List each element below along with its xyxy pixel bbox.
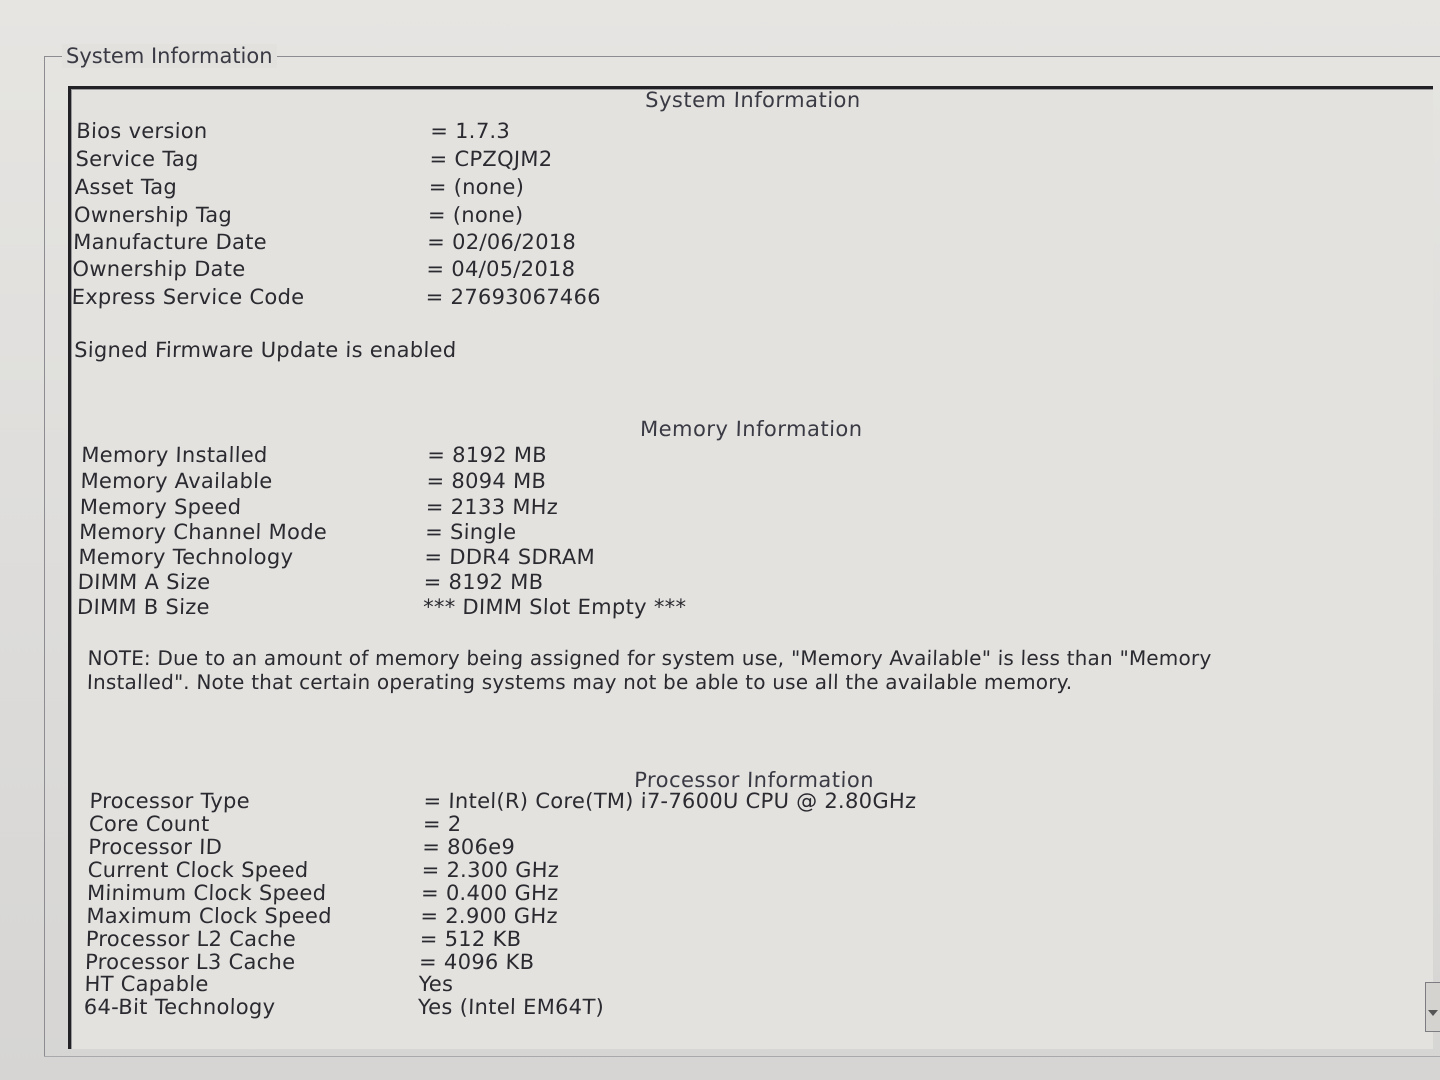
info-value: = 8094 MB — [426, 469, 547, 493]
info-row-manufacture-date — [73, 230, 577, 254]
info-value: = (none) — [428, 175, 525, 199]
info-value: = 27693067466 — [425, 285, 602, 309]
info-label: Processor Type — [89, 789, 251, 813]
info-row-memory-speed — [80, 495, 559, 519]
info-label: HT Capable — [84, 972, 209, 996]
info-label: Processor L3 Cache — [84, 950, 296, 974]
info-row-express-service-code — [71, 285, 601, 309]
info-row-maximum-clock-speed — [86, 904, 558, 928]
info-value: = DDR4 SDRAM — [424, 545, 596, 569]
info-label: DIMM A Size — [77, 570, 211, 594]
info-row-memory-available — [80, 469, 546, 493]
scroll-down-arrow-icon[interactable] — [1428, 1010, 1438, 1016]
info-row-processor-id — [88, 835, 515, 859]
info-value: = 4096 KB — [418, 950, 535, 974]
info-row-memory-installed — [81, 443, 547, 467]
info-label: Current Clock Speed — [87, 858, 309, 882]
info-row-current-clock-speed — [87, 858, 559, 882]
info-value: = 8192 MB — [423, 570, 544, 594]
info-row-dimm-a-size — [77, 570, 543, 594]
info-value: = 2 — [422, 812, 462, 836]
info-value: Yes (Intel EM64T) — [417, 995, 605, 1019]
info-label: Ownership Tag — [73, 203, 233, 227]
info-label: 64-Bit Technology — [83, 995, 276, 1019]
info-label: Maximum Clock Speed — [86, 904, 333, 928]
divider — [44, 1056, 1440, 1057]
info-row-bios-version — [76, 119, 510, 143]
info-label: Core Count — [88, 812, 210, 836]
info-row-memory-channel-mode — [79, 520, 517, 544]
info-row-ht-capable — [84, 972, 453, 996]
info-row-core-count — [89, 812, 462, 836]
info-label: Manufacture Date — [72, 230, 268, 254]
info-label: Processor ID — [88, 835, 223, 859]
scrollbar[interactable] — [1425, 982, 1440, 1032]
info-label: Ownership Date — [72, 257, 246, 281]
info-row-minimum-clock-speed — [87, 881, 559, 905]
processor-section-title: Processor Information — [633, 768, 875, 792]
info-value: = 04/05/2018 — [426, 257, 576, 281]
info-label: Memory Installed — [80, 443, 268, 467]
info-label: Memory Speed — [79, 495, 242, 519]
info-label: Service Tag — [75, 147, 200, 171]
info-value: = Single — [424, 520, 517, 544]
memory-section-title: Memory Information — [639, 417, 863, 441]
info-label: Memory Technology — [78, 545, 294, 569]
info-row-asset-tag — [74, 175, 524, 199]
info-value: = 512 KB — [419, 927, 522, 951]
memory-note: NOTE: Due to an amount of memory being assigned for system use, "Memory Available" is less than "Memory Installed". Note that certain operating systems may not be able to use all the available memory. — [86, 646, 1212, 694]
group-title: System Information — [62, 44, 277, 68]
system-section-title: System Information — [644, 88, 862, 112]
info-value: = 8192 MB — [426, 443, 548, 467]
info-row-service-tag — [75, 147, 553, 171]
info-label: Processor L2 Cache — [85, 927, 297, 951]
info-value: = Intel(R) Core(TM) i7-7600U CPU @ 2.80GHz — [423, 789, 917, 813]
info-row-processor-l3-cache — [85, 950, 535, 974]
info-value: Yes — [418, 972, 454, 996]
info-row-dimm-b-size — [77, 595, 687, 619]
info-value: = CPZQJM2 — [429, 147, 553, 171]
info-value: = 0.400 GHz — [420, 881, 559, 905]
info-row-64-bit-technology — [84, 995, 605, 1019]
info-row-processor-l2-cache — [85, 927, 521, 951]
info-label: DIMM B Size — [76, 595, 211, 619]
info-row-processor-type — [89, 789, 916, 813]
info-value: *** DIMM Slot Empty *** — [422, 595, 687, 619]
info-label: Memory Available — [80, 469, 273, 493]
info-label: Bios version — [76, 119, 208, 143]
info-value: = 2.300 GHz — [421, 858, 560, 882]
info-label: Express Service Code — [71, 285, 305, 309]
info-label: Minimum Clock Speed — [86, 881, 327, 905]
info-value: = 2.900 GHz — [420, 904, 559, 928]
info-value: = 806e9 — [422, 835, 516, 859]
firmware-status — [74, 338, 457, 362]
info-row-ownership-date — [72, 257, 576, 281]
info-row-ownership-tag — [74, 203, 524, 227]
info-label: Asset Tag — [74, 175, 178, 199]
info-value: = 1.7.3 — [430, 119, 511, 143]
info-label: Memory Channel Mode — [78, 520, 328, 544]
info-value: = (none) — [427, 203, 524, 227]
info-value: = 02/06/2018 — [426, 230, 577, 254]
firmware-status-text: Signed Firmware Update is enabled — [73, 338, 457, 362]
info-value: = 2133 MHz — [425, 495, 559, 519]
info-row-memory-technology — [78, 545, 595, 569]
